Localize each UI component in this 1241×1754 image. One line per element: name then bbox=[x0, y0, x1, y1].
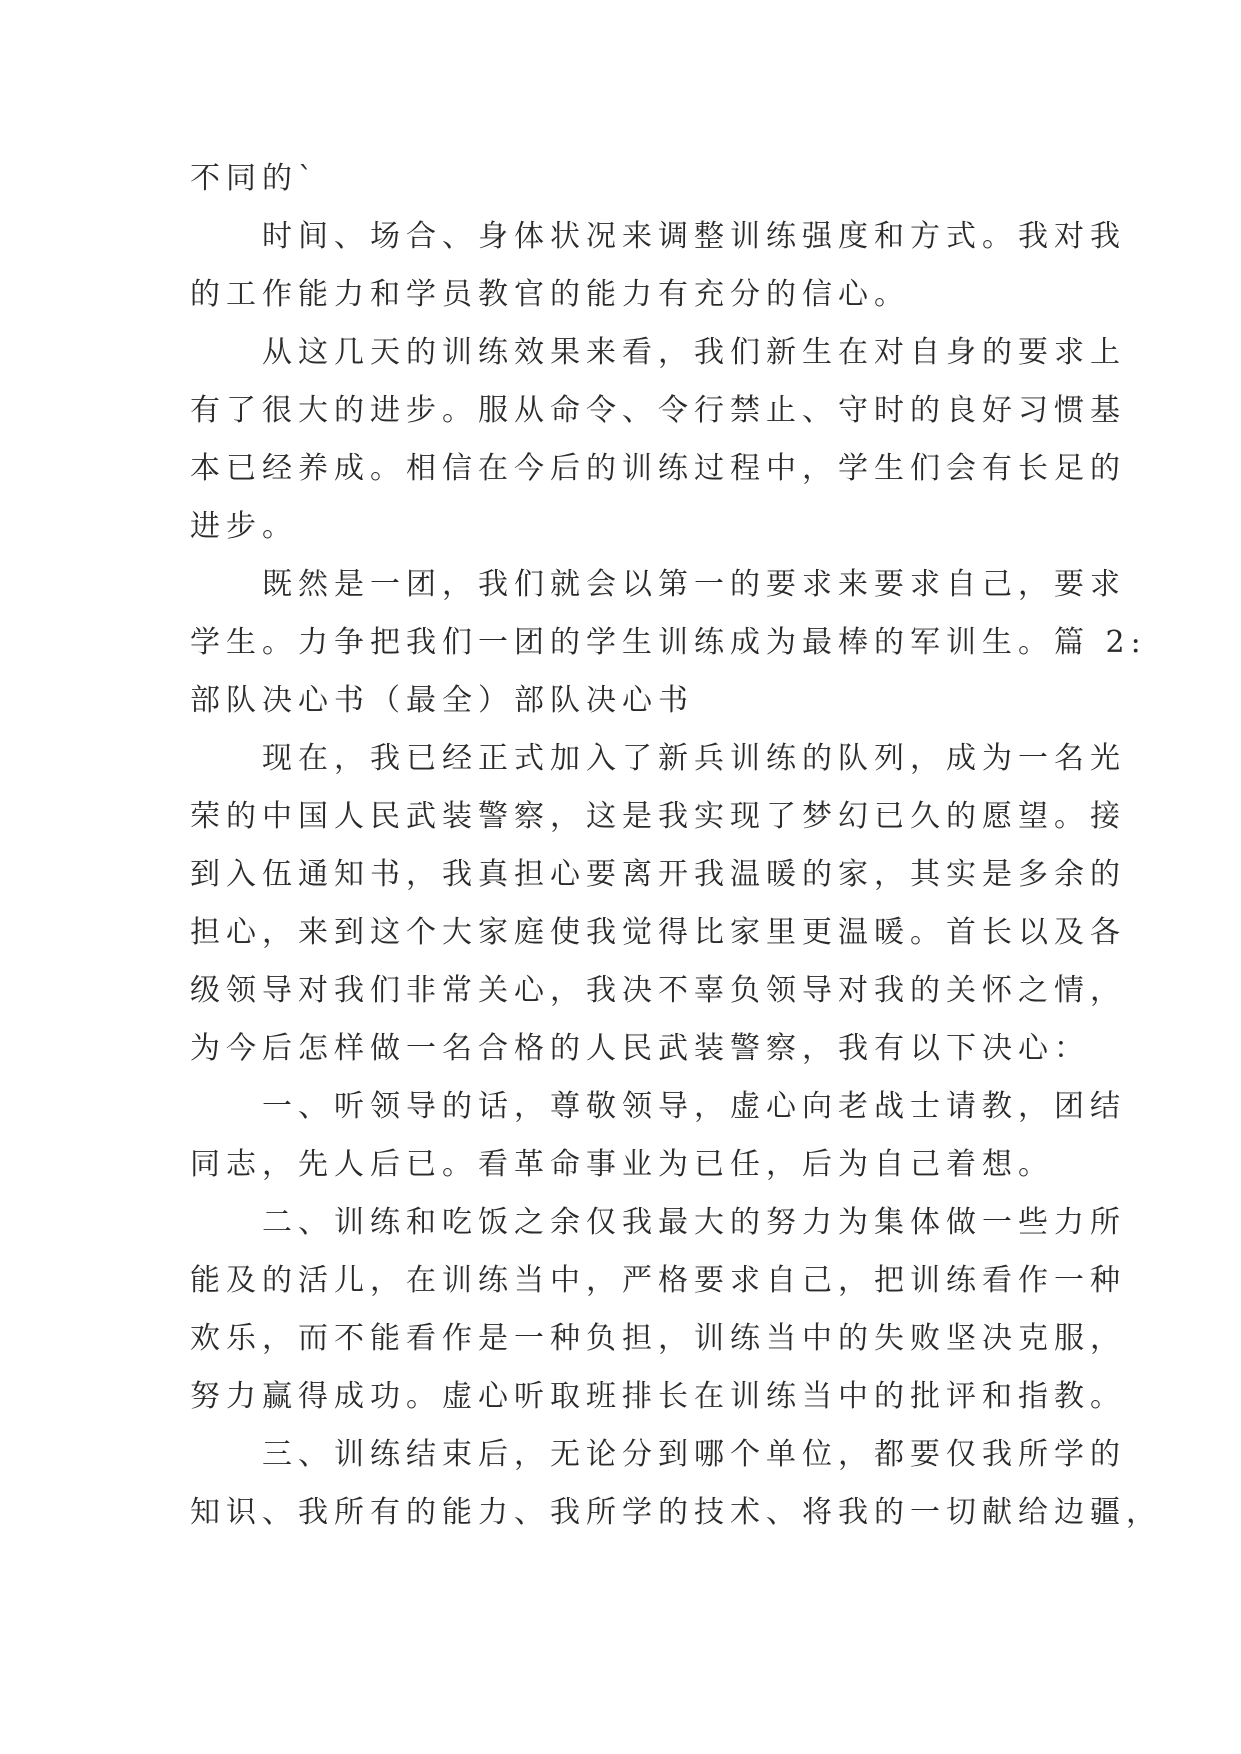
text-line: 学生。力争把我们一团的学生训练成为最棒的军训生。篇 2: bbox=[190, 625, 1147, 660]
text-line: 现在，我已经正式加入了新兵训练的队列，成为一名光 bbox=[262, 741, 1126, 776]
text-line: 时间、场合、身体状况来调整训练强度和方式。我对我 bbox=[262, 219, 1126, 254]
document-body bbox=[190, 150, 1162, 1542]
text-line: 能及的活儿，在训练当中，严格要求自己，把训练看作一种 bbox=[190, 1263, 1126, 1298]
text-line: 知识、我所有的能力、我所学的技术、将我的一切献给边疆， bbox=[190, 1495, 1162, 1530]
text-line: 三、训练结束后，无论分到哪个单位，都要仅我所学的 bbox=[262, 1437, 1126, 1472]
text-line: 本已经养成。相信在今后的训练过程中，学生们会有长足的 bbox=[190, 451, 1126, 486]
text-line: 担心，来到这个大家庭使我觉得比家里更温暖。首长以及各 bbox=[190, 915, 1126, 950]
text-line: 不同的` bbox=[190, 161, 319, 196]
text-line: 同志，先人后已。看革命事业为已任，后为自己着想。 bbox=[190, 1147, 1054, 1182]
text-line: 到入伍通知书，我真担心要离开我温暖的家，其实是多余的 bbox=[190, 857, 1126, 892]
text-line: 有了很大的进步。服从命令、令行禁止、守时的良好习惯基 bbox=[190, 393, 1126, 428]
text-line: 级领导对我们非常关心，我决不辜负领导对我的关怀之情， bbox=[190, 973, 1126, 1008]
text-line: 为今后怎样做一名合格的人民武装警察，我有以下决心： bbox=[190, 1031, 1090, 1066]
text-line: 既然是一团，我们就会以第一的要求来要求自己，要求 bbox=[262, 567, 1126, 602]
text-line: 部队决心书（最全）部队决心书 bbox=[190, 683, 694, 718]
text-line: 一、听领导的话，尊敬领导，虚心向老战士请教，团结 bbox=[262, 1089, 1126, 1124]
text-line: 欢乐，而不能看作是一种负担，训练当中的失败坚决克服， bbox=[190, 1321, 1126, 1356]
text-line: 从这几天的训练效果来看，我们新生在对自身的要求上 bbox=[262, 335, 1126, 370]
text-line: 二、训练和吃饭之余仅我最大的努力为集体做一些力所 bbox=[262, 1205, 1126, 1240]
text-line: 荣的中国人民武装警察，这是我实现了梦幻已久的愿望。接 bbox=[190, 799, 1126, 834]
text-line: 进步。 bbox=[190, 509, 298, 544]
text-line: 努力赢得成功。虚心听取班排长在训练当中的批评和指教。 bbox=[190, 1379, 1126, 1414]
text-line: 的工作能力和学员教官的能力有充分的信心。 bbox=[190, 277, 910, 312]
